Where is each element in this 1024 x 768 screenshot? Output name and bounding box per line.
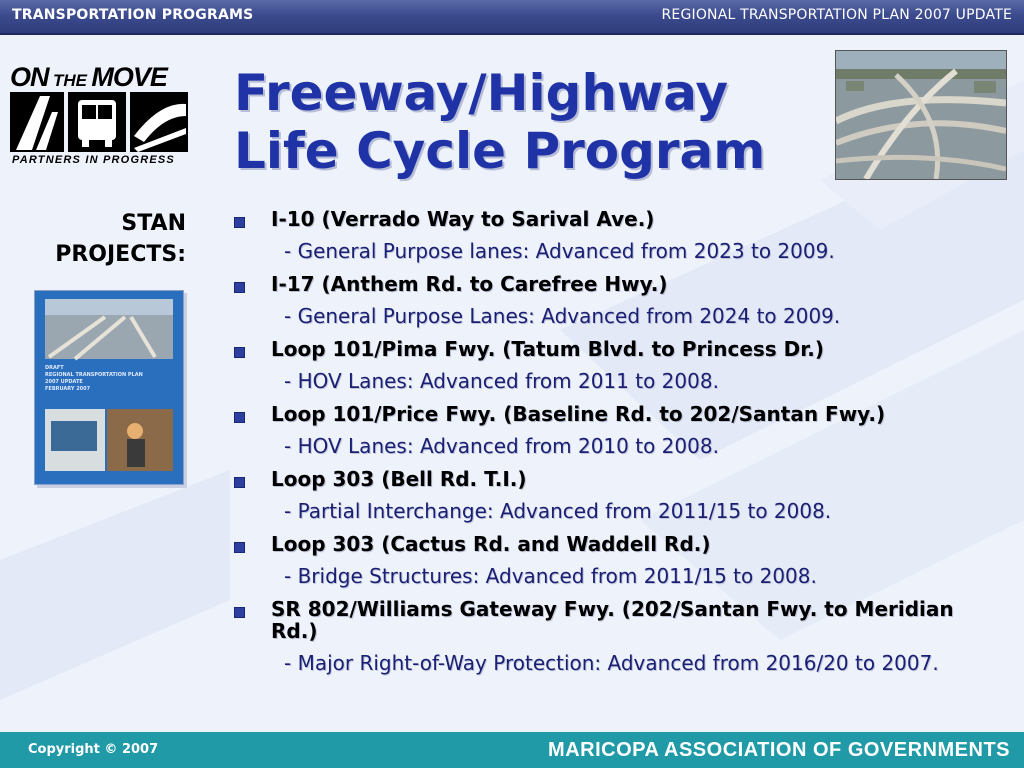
list-item xyxy=(232,206,1002,262)
freeway-interchange-photo xyxy=(835,50,1007,180)
on-the-move-logo xyxy=(10,62,190,170)
logo-word-the: THE xyxy=(52,71,87,90)
page-title-line-2: Life Cycle Program xyxy=(234,122,766,180)
cover-text xyxy=(45,365,143,393)
bullet-icon xyxy=(234,477,245,488)
bullet-icon xyxy=(234,217,245,228)
list-item xyxy=(232,336,1002,392)
logo-transport-icons xyxy=(10,92,188,152)
project-name: SR 802/Williams Gateway Fwy. (202/Santan Fwy. to Meridian Rd.) xyxy=(271,597,954,643)
logo-tagline: PARTNERS IN PROGRESS xyxy=(12,154,175,166)
stan-projects-heading xyxy=(20,208,186,270)
logo-word-move: MOVE xyxy=(91,62,167,92)
header-plan-title: REGIONAL TRANSPORTATION PLAN 2007 UPDATE xyxy=(661,7,1012,23)
bullet-icon xyxy=(234,542,245,553)
stan-heading-line-2: PROJECTS: xyxy=(55,242,186,267)
project-name: Loop 101/Pima Fwy. (Tatum Blvd. to Princess Dr.) xyxy=(271,337,825,361)
project-detail: - General Purpose lanes: Advanced from 2023 to 2009. xyxy=(284,239,835,263)
project-detail: - Bridge Structures: Advanced from 2011/15 to 2008. xyxy=(284,564,817,588)
list-item xyxy=(232,466,1002,522)
bullet-icon xyxy=(234,412,245,423)
stan-heading-line-1: STAN xyxy=(121,211,186,236)
project-name: Loop 101/Price Fwy. (Baseline Rd. to 202/Santan Fwy.) xyxy=(271,402,886,426)
project-name: I-10 (Verrado Way to Sarival Ave.) xyxy=(271,207,655,231)
project-detail: - HOV Lanes: Advanced from 2010 to 2008. xyxy=(284,434,719,458)
project-detail: - Partial Interchange: Advanced from 2011/15 to 2008. xyxy=(284,499,832,523)
cover-text-line: DRAFT xyxy=(45,365,64,371)
page-title-line-1: Freeway/Highway xyxy=(234,64,729,122)
list-item xyxy=(232,401,1002,457)
project-list xyxy=(232,206,1002,683)
cover-text-line: REGIONAL TRANSPORTATION PLAN xyxy=(45,372,143,378)
cover-text-line: 2007 UPDATE xyxy=(45,379,83,385)
bullet-icon xyxy=(234,282,245,293)
logo-word-on: ON xyxy=(10,62,49,92)
list-item xyxy=(232,531,1002,587)
project-name: Loop 303 (Cactus Rd. and Waddell Rd.) xyxy=(271,532,711,556)
footer-bar xyxy=(0,732,1024,768)
organization-name: MARICOPA ASSOCIATION OF GOVERNMENTS xyxy=(548,739,1010,761)
rtp-report-cover xyxy=(34,290,184,485)
bullet-icon xyxy=(234,347,245,358)
cover-text-line: FEBRUARY 2007 xyxy=(45,386,91,392)
bullet-icon xyxy=(234,607,245,618)
list-item xyxy=(232,596,1002,674)
project-name: I-17 (Anthem Rd. to Carefree Hwy.) xyxy=(271,272,668,296)
project-detail: - Major Right-of-Way Protection: Advanced from 2016/20 to 2007. xyxy=(284,651,939,675)
page-title xyxy=(234,64,765,180)
project-detail: - General Purpose Lanes: Advanced from 2024 to 2009. xyxy=(284,304,841,328)
project-name: Loop 303 (Bell Rd. T.I.) xyxy=(271,467,527,491)
header-section-title: TRANSPORTATION PROGRAMS xyxy=(12,7,254,23)
copyright-notice: Copyright © 2007 xyxy=(28,742,159,757)
logo-wordmark xyxy=(10,62,167,90)
project-detail: - HOV Lanes: Advanced from 2011 to 2008. xyxy=(284,369,719,393)
header-bar xyxy=(0,0,1024,35)
list-item xyxy=(232,271,1002,327)
